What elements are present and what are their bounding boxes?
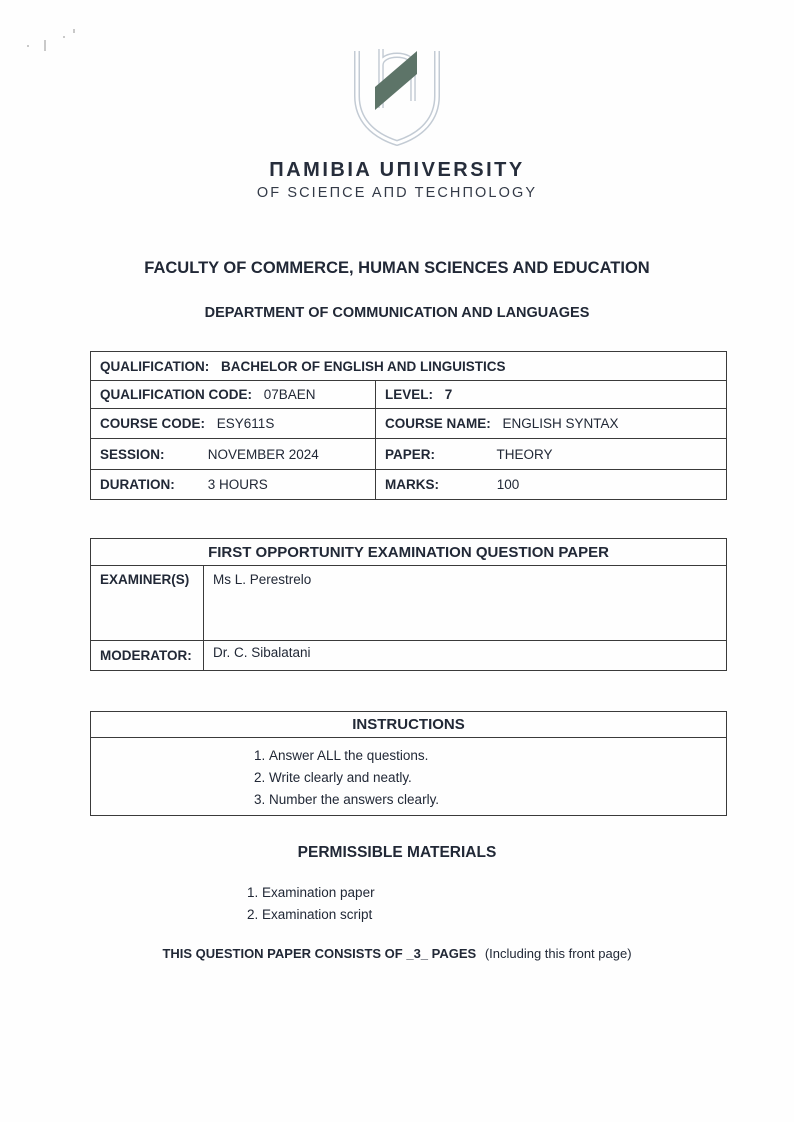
course-info-table xyxy=(90,351,727,500)
page-count-bold: THIS QUESTION PAPER CONSISTS OF _3_ PAGES xyxy=(162,946,477,961)
paper-cell xyxy=(376,439,727,470)
session-value: NOVEMBER 2024 xyxy=(207,446,319,462)
course-name-label: COURSE NAME: xyxy=(385,416,491,431)
course-name-cell xyxy=(376,409,727,439)
marks-value: 100 xyxy=(496,477,520,492)
table-row xyxy=(91,566,727,641)
course-code-cell xyxy=(91,409,376,439)
table-row xyxy=(91,539,727,566)
duration-value: 3 HOURS xyxy=(207,477,268,492)
permissible-material-item: 1. Examination paper xyxy=(262,882,375,904)
instructions-table xyxy=(90,711,727,816)
university-name: ΠAMIBIA UΠIVERSITY xyxy=(269,159,525,181)
moderator-value: Dr. C. Sibalatani xyxy=(204,641,727,671)
table-row xyxy=(91,439,727,470)
level-cell xyxy=(376,381,727,409)
qualification-cell xyxy=(91,352,727,381)
exam-paper-table xyxy=(90,538,727,671)
course-code-label: COURSE CODE: xyxy=(100,416,206,431)
instruction-item: 1. Answer ALL the questions. xyxy=(269,745,726,767)
session-label: SESSION: xyxy=(100,446,165,462)
instructions-title: INSTRUCTIONS xyxy=(91,712,727,738)
instruction-item: 3. Number the answers clearly. xyxy=(269,789,726,811)
course-name-value: ENGLISH SYNTAX xyxy=(502,416,619,431)
table-row xyxy=(91,352,727,381)
table-row xyxy=(91,409,727,439)
permissible-material-item: 2. Examination script xyxy=(262,904,375,926)
instructions-body xyxy=(91,738,727,816)
qualification-value: BACHELOR OF ENGLISH AND LINGUISTICS xyxy=(221,358,506,374)
university-brand xyxy=(0,48,794,201)
page-count-statement xyxy=(0,946,794,961)
table-row xyxy=(91,712,727,738)
qualification-code-cell xyxy=(91,381,376,409)
paper-label: PAPER: xyxy=(385,446,436,462)
page-count-note: (Including this front page) xyxy=(484,946,632,961)
level-label: LEVEL: xyxy=(385,387,434,402)
table-row xyxy=(91,381,727,409)
exam-paper-title: FIRST OPPORTUNITY EXAMINATION QUESTION PAPER xyxy=(91,539,727,566)
permissible-materials-title: PERMISSIBLE MATERIALS xyxy=(297,844,497,861)
duration-cell xyxy=(91,470,376,500)
table-row xyxy=(91,641,727,671)
level-value: 7 xyxy=(444,387,453,402)
instructions-list xyxy=(91,745,726,811)
moderator-label: MODERATOR: xyxy=(91,641,204,671)
instruction-item: 2. Write clearly and neatly. xyxy=(269,767,726,789)
qualification-code-label: QUALIFICATION CODE: xyxy=(100,387,252,402)
qualification-code-value: 07BAEN xyxy=(263,387,316,402)
university-shield-logo-icon xyxy=(351,48,443,146)
faculty-heading: FACULTY OF COMMERCE, HUMAN SCIENCES AND EDUCATION xyxy=(144,259,650,277)
permissible-materials-list xyxy=(206,882,375,926)
marks-label: MARKS: xyxy=(385,477,439,492)
paper-value: THEORY xyxy=(496,446,553,462)
examiner-value: Ms L. Perestrelo xyxy=(204,566,727,641)
department-heading: DEPARTMENT OF COMMUNICATION AND LANGUAGES xyxy=(204,305,590,321)
examiner-label: EXAMINER(S) xyxy=(91,566,204,641)
qualification-label: QUALIFICATION: xyxy=(100,358,210,374)
table-row xyxy=(91,738,727,816)
session-cell xyxy=(91,439,376,470)
table-row xyxy=(91,470,727,500)
marks-cell xyxy=(376,470,727,500)
university-subtitle: OF SCIEΠCE AΠD TECHΠOLOGY xyxy=(256,185,538,201)
duration-label: DURATION: xyxy=(100,477,175,492)
course-code-value: ESY611S xyxy=(216,416,275,431)
